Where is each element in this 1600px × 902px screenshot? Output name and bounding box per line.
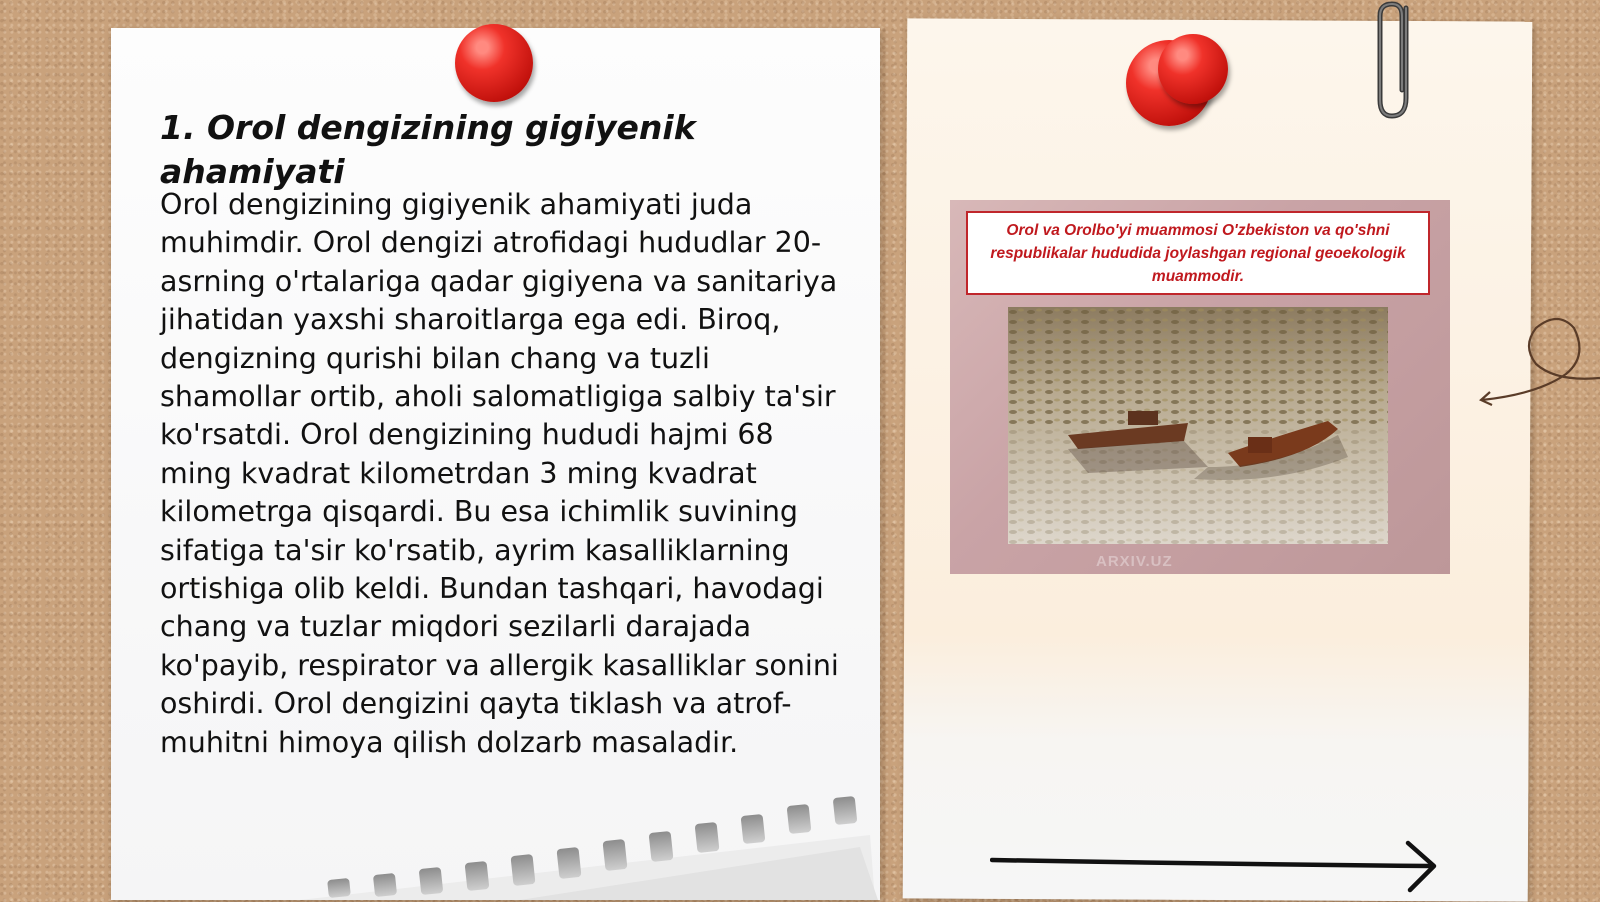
torn-edge-decoration xyxy=(300,795,880,900)
aral-sea-ship-photo xyxy=(1008,307,1388,544)
pushpin-icon xyxy=(1158,34,1228,104)
arrow-right-icon xyxy=(990,838,1450,894)
slide-title: 1. Orol dengizining gigiyenik ahamiyati xyxy=(160,108,696,191)
pushpin-icon xyxy=(455,24,533,102)
image-caption: Orol va Orolbo'yi muammosi O'zbekiston va qo'shni respublikalar hududida joylashgan regional geoekologik muammodir. xyxy=(966,211,1430,295)
watermark-text: ARXIV.UZ xyxy=(1096,553,1173,570)
slide-body-text: Orol dengizining gigiyenik ahamiyati juda muhimdir. Orol dengizi atrofidagi hududlar 20-asrning o'rtalariga qadar gigiyena va sanitariya jihatidan yaxshi sharoitlarga ega edi. Biroq, dengizning qurishi bilan chang va tuzli shamollar ortib, aholi salomatligiga salbiy ta'sir ko'rsatdi. Orol dengizining hududi hajmi 68 ming kvadrat kilometrdan 3 ming kvadrat kilometrga qisqardi. Bu esa ichimlik suvining sifatiga ta'sir ko'rsatib, ayrim kasalliklarning ortishiga olib keldi. Bundan tashqari, havodagi chang va tuzlar miqdori sezilarli darajada ko'payib, respirator va allergik kasalliklar sonini oshirdi. Orol dengizini qayta tiklash va atrof-muhitni himoya qilish dolzarb masaladir. xyxy=(160,188,839,759)
paperclip-icon xyxy=(1374,0,1420,124)
doodle-arrow-icon xyxy=(1478,312,1600,408)
